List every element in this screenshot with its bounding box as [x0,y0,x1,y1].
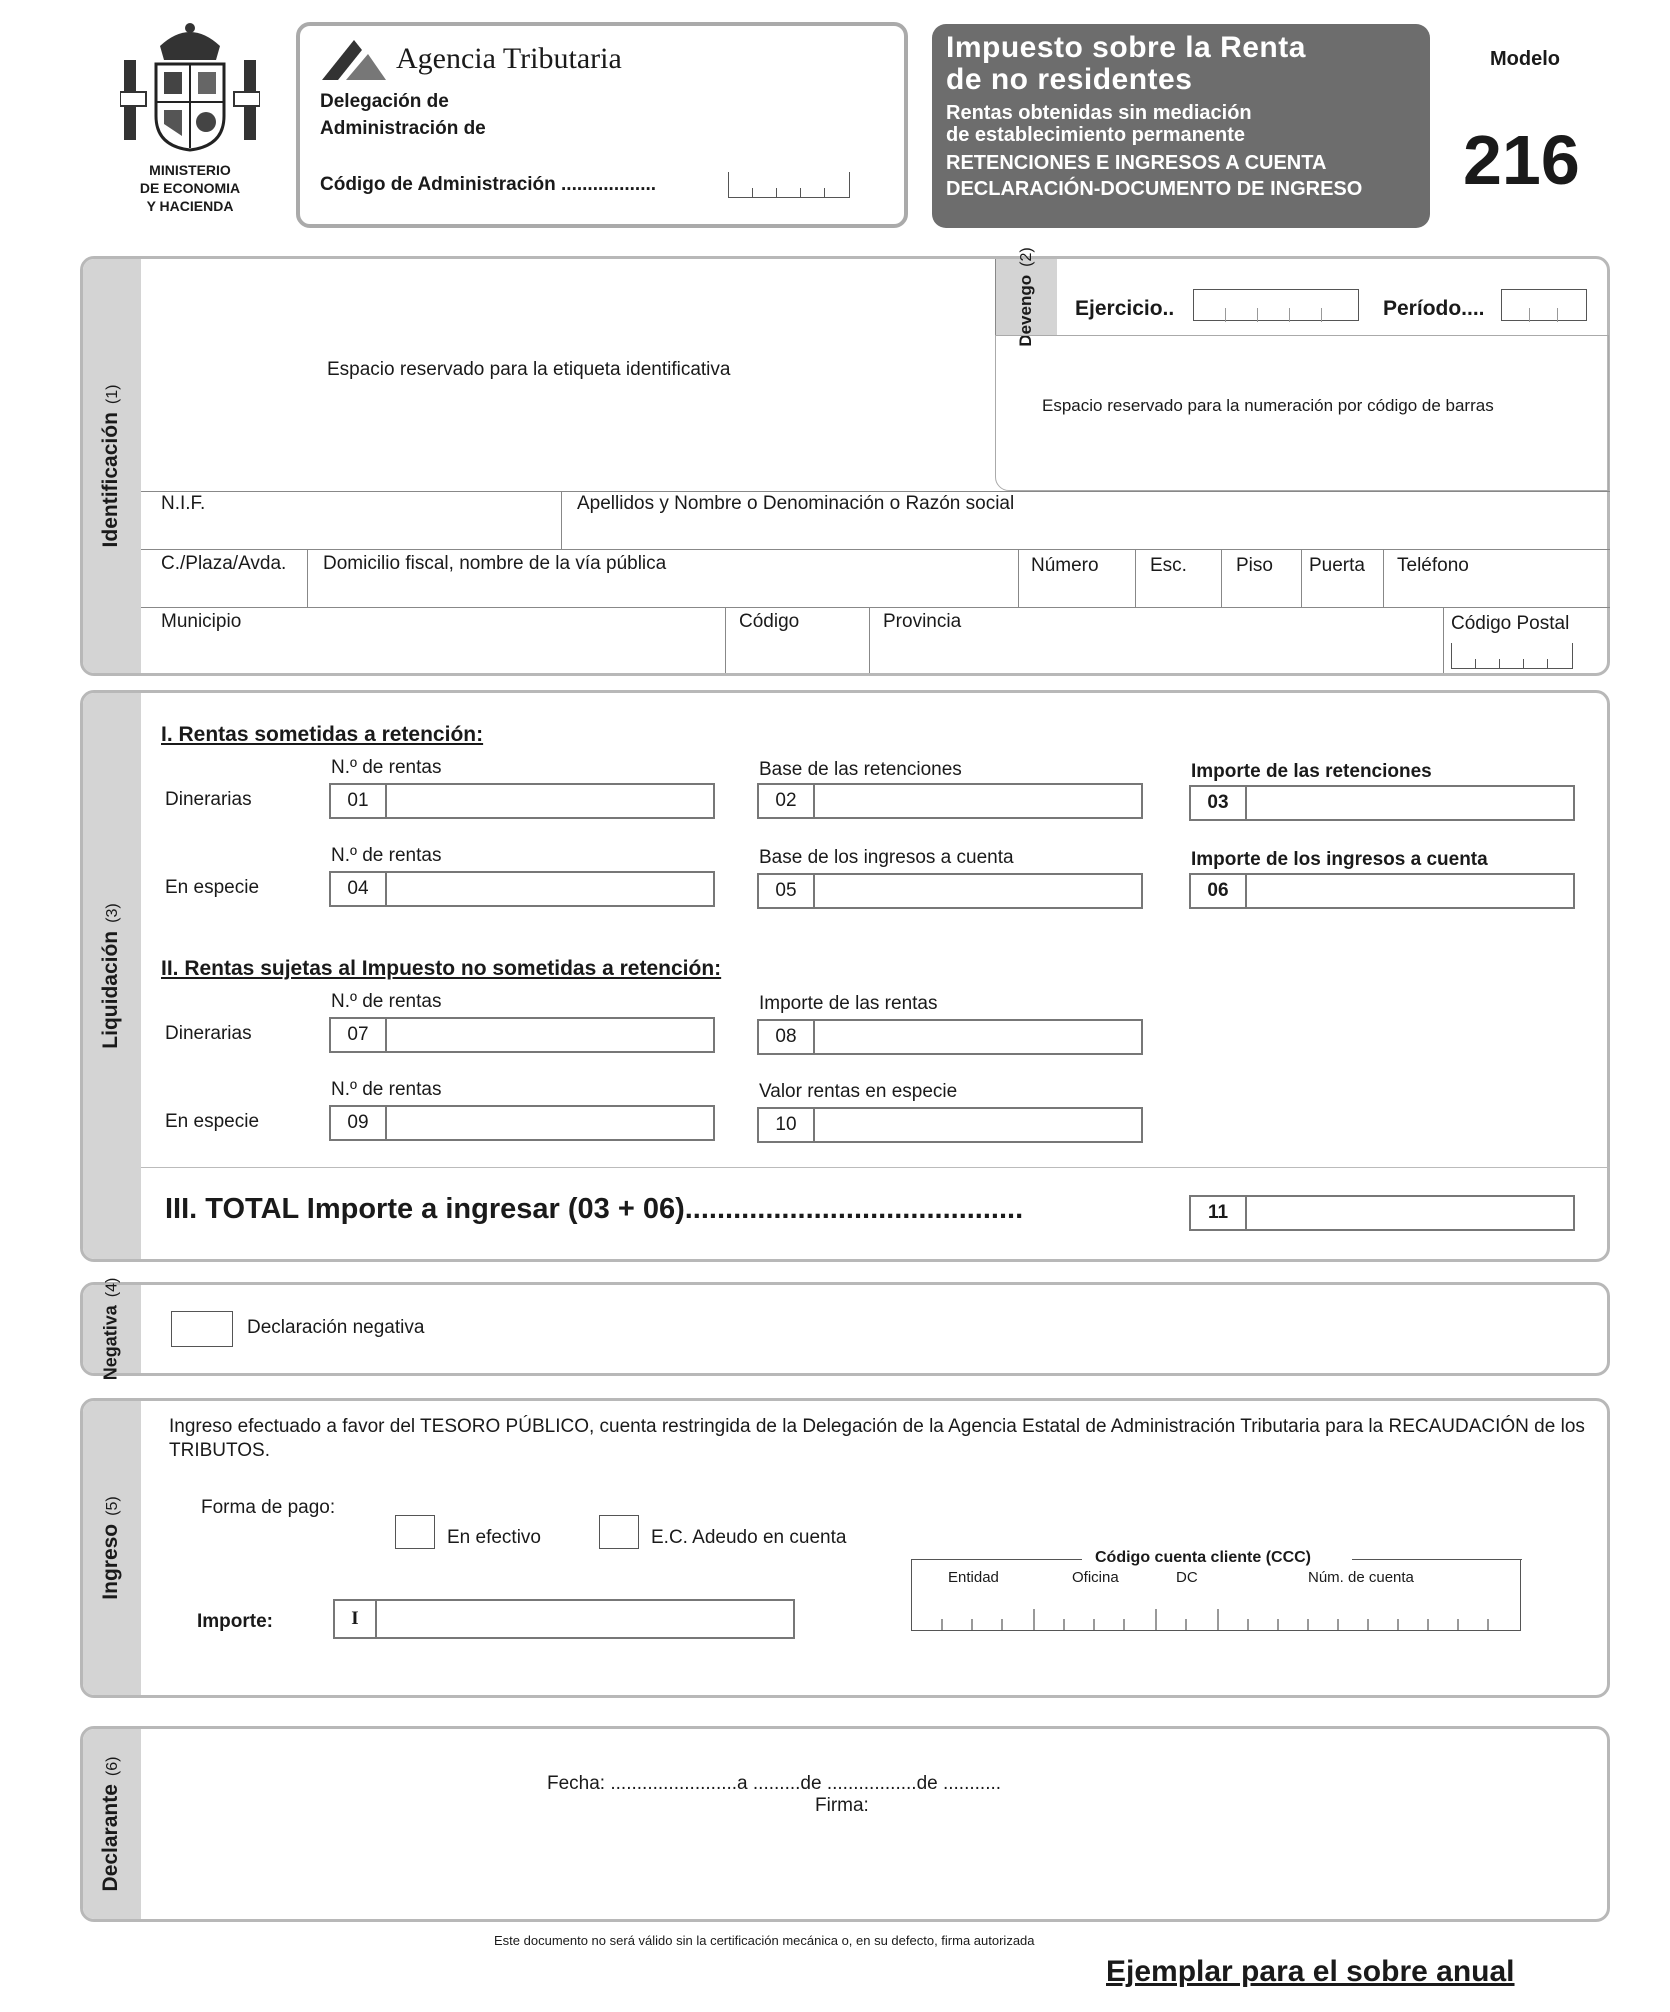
periodo-field[interactable] [1501,289,1587,321]
banner-title-1: Impuesto sobre la Renta [946,31,1306,64]
casilla-07[interactable] [329,1017,715,1053]
num-cuenta-label: Núm. de cuenta [1308,1569,1414,1586]
agency-box [296,22,908,228]
codigo-administracion-label: Código de Administración .................. [320,174,657,195]
devengo-side [995,247,1057,347]
delegacion-line-2: Administración de [320,118,486,139]
ministry-emblem-block [110,20,270,215]
banner-title-2: de no residentes [946,63,1193,96]
dinerarias-label: Dinerarias [165,1023,252,1044]
casilla-08[interactable] [757,1019,1143,1055]
domicilio-label: Domicilio fiscal, nombre de la vía pública [323,553,667,574]
liquidacion-label: Liquidación [99,930,122,1049]
casilla-04[interactable] [329,871,715,907]
provincia-label: Provincia [883,611,962,632]
casilla-01[interactable] [329,783,715,819]
casilla-code: 06 [1191,875,1247,907]
banner-upper-1: RETENCIONES E INGRESOS A CUENTA [946,152,1327,174]
agency-name: Agencia Tributaria [396,42,622,75]
ministry-line-3: Y HACIENDA [146,198,234,214]
ministry-line-1: MINISTERIO [149,162,231,178]
agencia-tributaria-logo-icon [316,36,392,82]
codigo-postal-label: Código Postal [1451,613,1570,634]
casilla-09[interactable] [329,1105,715,1141]
identificacion-num: (1) [104,384,121,405]
en-especie-label: En especie [165,877,260,898]
banner-sub-1: Rentas obtenidas sin mediación [946,102,1252,124]
ccc-digit-ticks [912,1603,1520,1631]
ccc-field[interactable] [911,1559,1521,1631]
devengo-label: Devengo [1016,274,1035,347]
negativa-section [80,1277,1610,1381]
identificacion-label: Identificación [99,412,122,548]
casilla-05[interactable] [757,873,1143,909]
via-label: C./Plaza/Avda. [161,553,287,574]
n-rentas-label: N.º de rentas [331,757,442,778]
casilla-code: 07 [331,1019,387,1051]
ejercicio-field[interactable] [1193,289,1359,321]
codigo-administracion-field[interactable] [728,172,850,198]
ejemplar-label: Ejemplar para el sobre anual [1106,1955,1515,1988]
declarante-section [80,1726,1610,1922]
ccc-title: Código cuenta cliente (CCC) [1089,1549,1317,1567]
ingreso-num: (5) [104,1496,121,1516]
entidad-label: Entidad [948,1569,999,1586]
banner-upper-2: DECLARACIÓN-DOCUMENTO DE INGRESO [946,178,1363,200]
apellidos-label: Apellidos y Nombre o Denominación o Razón social [577,493,1015,514]
barcode-placeholder: Espacio reservado para la numeración por código de barras [1042,396,1494,415]
negativa-label: Negativa [100,1305,121,1381]
dinerarias-label: Dinerarias [165,789,252,810]
barcode-area [995,335,1609,491]
ministry-line-2: DE ECONOMIA [139,180,241,196]
casilla-code: 01 [331,785,387,817]
section-i-title: I. Rentas sometidas a retención: [161,723,484,746]
importe-rentas-label: Importe de las rentas [759,993,938,1014]
declarante-label: Declarante [99,1784,122,1892]
ejercicio-label: Ejercicio.. [1075,297,1175,320]
importe-ingresos-label: Importe de los ingresos a cuenta [1191,849,1488,870]
importe-retenciones-label: Importe de las retenciones [1191,761,1432,782]
coat-of-arms-icon [120,20,260,155]
casilla-code: 02 [759,785,815,817]
municipio-label: Municipio [161,611,242,632]
fecha-line[interactable]: Fecha: ........................a .........de .................de ........... [547,1773,1002,1794]
tax-title-banner [932,24,1430,228]
identificacion-section [80,247,1610,676]
base-retenciones-label: Base de las retenciones [759,759,962,780]
liquidacion-section [80,690,1610,1262]
negativa-num: (4) [103,1277,121,1298]
oficina-label: Oficina [1072,1569,1119,1586]
telefono-label: Teléfono [1397,555,1469,576]
liquidacion-num: (3) [104,903,121,923]
devengo-num: (2) [1018,247,1035,267]
numero-label: Número [1031,555,1099,576]
delegacion-line-1: Delegación de [320,91,449,112]
casilla-03[interactable] [1189,785,1575,821]
modelo-number: 216 [1463,121,1580,199]
footer-note: Este documento no será válido sin la certificación mecánica o, en su defecto, firma autorizada [494,1933,1035,1948]
adeudo-cuenta-label: E.C. Adeudo en cuenta [651,1527,847,1548]
puerta-label: Puerta [1309,555,1365,576]
codigo-postal-field[interactable] [1451,643,1573,669]
ingreso-description: Ingreso efectuado a favor del TESORO PÚBLICO, cuenta restringida de la Delegación de la Agencia Estatal de Administración Tributaria para la RECAUDACIÓN de los TRIBUTOS. [169,1416,1585,1461]
etiqueta-placeholder: Espacio reservado para la etiqueta identificativa [327,359,731,380]
delegacion-label [320,88,486,142]
total-label: III. TOTAL Importe a ingresar (03 + 06).......................................... [165,1193,1024,1225]
declaracion-negativa-checkbox[interactable] [171,1311,233,1347]
casilla-10[interactable] [757,1107,1143,1143]
adeudo-cuenta-checkbox[interactable] [599,1515,639,1549]
ingreso-side [83,1401,141,1695]
periodo-label: Período.... [1383,297,1485,320]
casilla-code: 08 [759,1021,815,1053]
declaracion-negativa-label: Declaración negativa [247,1317,425,1338]
forma-pago-label: Forma de pago: [201,1497,336,1518]
negativa-side [83,1277,141,1381]
esc-label: Esc. [1150,555,1187,576]
importe-code: I [335,1601,377,1637]
base-ingresos-label: Base de los ingresos a cuenta [759,847,1014,868]
casilla-code: 04 [331,873,387,905]
section-ii-title: II. Rentas sujetas al Impuesto no sometidas a retención: [161,957,722,980]
dc-label: DC [1176,1569,1198,1586]
en-efectivo-label: En efectivo [447,1527,541,1548]
casilla-11[interactable] [1189,1195,1575,1231]
modelo-label: Modelo [1490,48,1560,70]
casilla-code: 03 [1191,787,1247,819]
firma-label: Firma: [815,1795,869,1816]
casilla-02[interactable] [757,783,1143,819]
declarante-side [83,1729,141,1919]
declarante-num: (6) [104,1756,121,1777]
nif-label: N.I.F. [161,493,206,514]
en-especie-label: En especie [165,1111,260,1132]
piso-label: Piso [1236,555,1273,576]
n-rentas-label: N.º de rentas [331,1079,442,1100]
n-rentas-label: N.º de rentas [331,991,442,1012]
ingreso-label: Ingreso [99,1523,122,1600]
banner-sub-2: de establecimiento permanente [946,124,1245,146]
importe-label: Importe: [197,1611,273,1632]
casilla-code: 09 [331,1107,387,1139]
codigo-label: Código [739,611,800,632]
en-efectivo-checkbox[interactable] [395,1515,435,1549]
identificacion-side [83,259,141,673]
casilla-code: 05 [759,875,815,907]
importe-field[interactable] [333,1599,795,1639]
casilla-06[interactable] [1189,873,1575,909]
ingreso-section [80,1398,1610,1698]
liquidacion-side [83,693,141,1259]
valor-rentas-label: Valor rentas en especie [759,1081,958,1102]
casilla-code: 11 [1191,1197,1247,1229]
n-rentas-label: N.º de rentas [331,845,442,866]
casilla-code: 10 [759,1109,815,1141]
